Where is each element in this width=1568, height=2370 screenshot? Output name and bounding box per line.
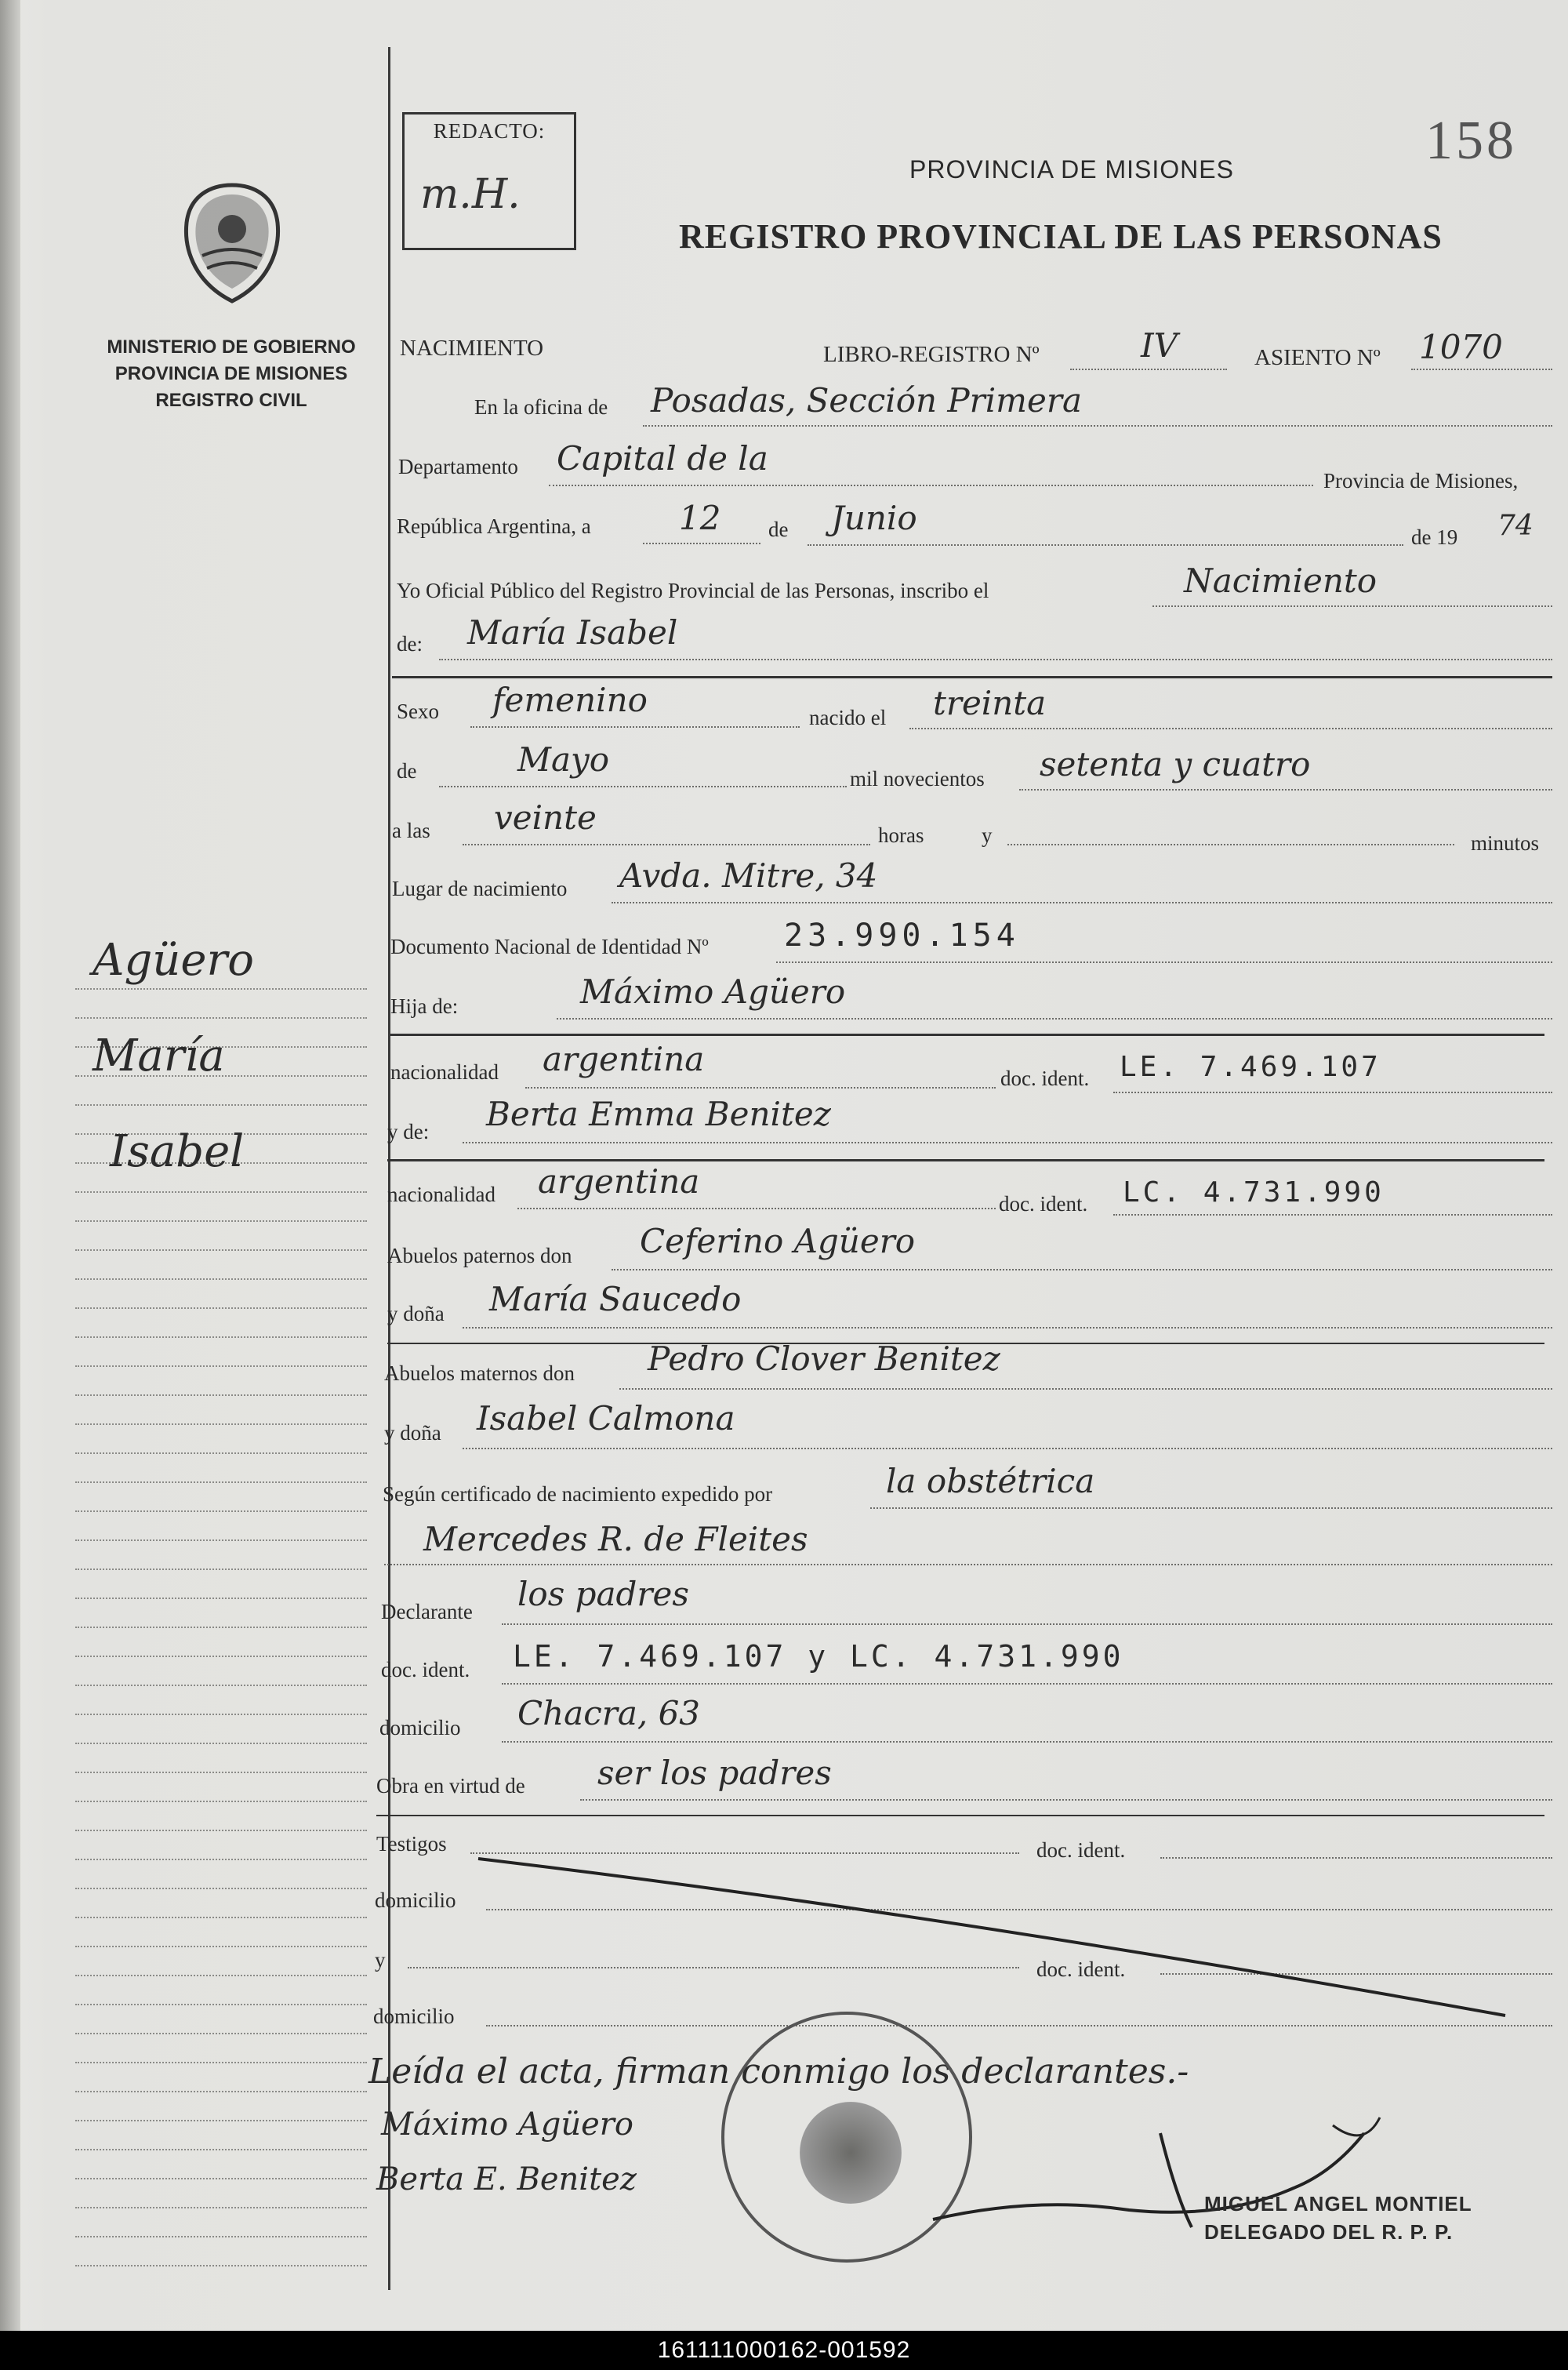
nac1-line xyxy=(525,1087,996,1089)
mes-value: Junio xyxy=(831,499,917,537)
registry-title: REGISTRO PROVINCIAL DE LAS PERSONAS xyxy=(679,217,1443,256)
abpat-label: Abuelos paternos don xyxy=(387,1244,572,1267)
signature-block xyxy=(1204,2190,1472,2246)
departamento-label: Departamento xyxy=(398,455,518,478)
horas-label: horas xyxy=(878,823,924,847)
segun-line xyxy=(870,1507,1552,1509)
declarante-label: Declarante xyxy=(381,1600,473,1623)
margin-ruled-line xyxy=(75,1249,367,1251)
abmat2-value: Isabel Calmona xyxy=(477,1399,735,1438)
asiento-label: ASIENTO Nº xyxy=(1254,345,1381,370)
margin-ruled-line xyxy=(75,1539,367,1541)
obra-line xyxy=(580,1799,1552,1801)
domicilio-value: Chacra, 63 xyxy=(517,1694,701,1732)
mes2-value: Mayo xyxy=(517,740,610,779)
departamento-value: Capital de la xyxy=(557,439,768,478)
de-label: de xyxy=(768,518,789,541)
lugar-value: Avda. Mitre, 34 xyxy=(619,856,878,895)
firma-madre: Berta E. Benitez xyxy=(376,2161,637,2197)
nac2-value: argentina xyxy=(538,1162,700,1201)
record-type-label: NACIMIENTO xyxy=(400,336,544,361)
abpat-line xyxy=(612,1269,1552,1270)
padre-value: Máximo Agüero xyxy=(580,972,846,1011)
sexo-line xyxy=(470,726,800,728)
margin-ruled-line xyxy=(75,1394,367,1396)
scan-footer: 161111000162-001592 xyxy=(0,2331,1568,2370)
declarante-line xyxy=(502,1623,1552,1625)
margin-ruled-line xyxy=(75,1714,367,1715)
margin-ruled-line xyxy=(75,1917,367,1918)
madre-doc: LC. 4.731.990 xyxy=(1123,1176,1385,1209)
nacido-label: nacido el xyxy=(809,706,887,729)
docident3-label: doc. ident. xyxy=(381,1658,470,1681)
anio-value: 74 xyxy=(1497,510,1534,542)
ministry-line1: MINISTERIO DE GOBIERNO xyxy=(107,336,356,358)
y-label: y xyxy=(982,823,993,847)
margin-ruled-line xyxy=(75,1017,367,1019)
margin-ruled-line xyxy=(75,1481,367,1483)
margin-ruled-line xyxy=(75,1307,367,1309)
alas-value: veinte xyxy=(494,798,597,837)
alas-label: a las xyxy=(392,819,430,842)
margin-ruled-line xyxy=(75,2265,367,2266)
testigos-label: Testigos xyxy=(376,1832,447,1856)
mes2-line xyxy=(439,786,847,787)
margin-ruled-line xyxy=(75,2120,367,2121)
nac2-line xyxy=(517,1208,996,1209)
redacto-box xyxy=(402,112,576,250)
domicilio3-line xyxy=(486,2025,1552,2026)
lugar-label: Lugar de nacimiento xyxy=(392,877,568,900)
margin-ruled-line xyxy=(75,1191,367,1193)
y2-label: y xyxy=(375,1948,386,1972)
oficina-label: En la oficina de xyxy=(474,395,608,419)
margin-ruled-line xyxy=(75,1278,367,1280)
declarante-value: los padres xyxy=(517,1575,689,1613)
madre-doc-line xyxy=(1113,1214,1552,1216)
minutos-line xyxy=(1007,844,1454,845)
nac1-label: nacionalidad xyxy=(390,1060,499,1084)
anio-label: de 19 xyxy=(1411,525,1458,549)
nac1-value: argentina xyxy=(543,1040,705,1078)
madre-value: Berta Emma Benitez xyxy=(486,1095,831,1133)
margin-ruled-line xyxy=(75,1656,367,1657)
provincia-suffix: Provincia de Misiones, xyxy=(1323,469,1519,493)
padre-doc-line xyxy=(1113,1092,1552,1093)
margin-divider-line xyxy=(388,47,390,2290)
nacido-value: treinta xyxy=(933,684,1047,722)
departamento-line xyxy=(549,485,1313,486)
margin-ruled-line xyxy=(75,1975,367,1976)
hija-label: Hija de: xyxy=(390,994,459,1018)
abmat-line xyxy=(619,1388,1552,1390)
mil-value: setenta y cuatro xyxy=(1040,745,1311,783)
margin-ruled-line xyxy=(75,1772,367,1773)
declarante-doc-line xyxy=(502,1683,1552,1685)
libro-value: IV xyxy=(1141,326,1178,365)
margin-ruled-line xyxy=(75,1946,367,1947)
redacto-initials: m.H. xyxy=(420,171,521,218)
margin-ruled-line xyxy=(75,1220,367,1222)
leida-text: Leída el acta, firman conmigo los declarantes.- xyxy=(368,2052,1189,2092)
domicilio3-label: domicilio xyxy=(373,2005,455,2028)
margin-ruled-line xyxy=(75,1743,367,1744)
margin-ruled-line xyxy=(75,1336,367,1338)
ministry-block xyxy=(86,334,376,414)
redacto-label: REDACTO: xyxy=(433,119,546,143)
ministry-line2: PROVINCIA DE MISIONES xyxy=(114,363,348,384)
segun-value-2: Mercedes R. de Fleites xyxy=(423,1520,808,1558)
margin-ruled-line xyxy=(75,1104,367,1106)
book-spine xyxy=(0,0,20,2331)
asiento-value: 1070 xyxy=(1419,328,1503,366)
abpat-value: Ceferino Agüero xyxy=(640,1222,916,1260)
margin-ruled-line xyxy=(75,2033,367,2034)
section-divider-2 xyxy=(390,1034,1544,1036)
nombre-value: María Isabel xyxy=(467,613,678,652)
obra-label: Obra en virtud de xyxy=(376,1774,525,1797)
margin-ruled-line xyxy=(75,1801,367,1802)
obra-value: ser los padres xyxy=(597,1754,832,1792)
coat-of-arms-seal-icon xyxy=(179,180,285,306)
libro-label: LIBRO-REGISTRO Nº xyxy=(823,342,1040,367)
abmat2-line xyxy=(463,1448,1552,1449)
sexo-value: femenino xyxy=(492,681,648,719)
margin-ruled-line xyxy=(75,1685,367,1686)
ydona2-label: y doña xyxy=(384,1421,441,1445)
margin-ruled-line xyxy=(75,2178,367,2179)
margin-ruled-line xyxy=(75,2236,367,2237)
yo-oficial-text: Yo Oficial Público del Registro Provincial de las Personas, inscribo el xyxy=(397,579,989,602)
sexo-label: Sexo xyxy=(397,700,439,723)
margin-ruled-line xyxy=(75,1627,367,1628)
lugar-line xyxy=(612,902,1552,903)
section-divider-5 xyxy=(376,1815,1544,1816)
segun-label: Según certificado de nacimiento expedido por xyxy=(383,1482,773,1506)
dni-label: Documento Nacional de Identidad Nº xyxy=(390,935,709,958)
alas-line xyxy=(463,844,870,845)
margin-ruled-line xyxy=(75,1423,367,1425)
dia-value: 12 xyxy=(679,499,721,537)
abmat-value: Pedro Clover Benitez xyxy=(648,1339,1000,1378)
ministry-line3: REGISTRO CIVIL xyxy=(155,390,307,411)
de2-label: de xyxy=(397,759,417,783)
mil-label: mil novecientos xyxy=(850,767,985,791)
dia-line xyxy=(643,543,760,544)
declarante-doc: LE. 7.469.107 y LC. 4.731.990 xyxy=(513,1639,1124,1674)
docident2-label: doc. ident. xyxy=(999,1192,1088,1216)
padre-line xyxy=(557,1018,1552,1020)
minutos-label: minutos xyxy=(1471,831,1540,855)
padre-doc: LE. 7.469.107 xyxy=(1120,1051,1381,1083)
margin-ruled-line xyxy=(75,1365,367,1367)
republica-label: República Argentina, a xyxy=(397,514,591,538)
oficina-line xyxy=(643,425,1552,427)
abpat2-value: María Saucedo xyxy=(489,1280,742,1318)
stamp-emblem-icon xyxy=(800,2102,902,2204)
margin-ruled-line xyxy=(75,1568,367,1570)
asiento-line xyxy=(1411,369,1552,370)
docident1-label: doc. ident. xyxy=(1000,1067,1090,1090)
docident4-label: doc. ident. xyxy=(1036,1838,1126,1862)
margin-ruled-line xyxy=(75,1452,367,1454)
dni-value: 23.990.154 xyxy=(784,918,1020,954)
margin-ruled-line xyxy=(75,1598,367,1599)
ydona1-label: y doña xyxy=(387,1302,445,1325)
margin-ruled-line xyxy=(75,2091,367,2092)
signatory-name: MIGUEL ANGEL MONTIEL xyxy=(1204,2192,1472,2216)
nacido-line xyxy=(909,728,1552,729)
segun2-line xyxy=(384,1564,1552,1565)
madre-line xyxy=(463,1142,1552,1143)
margin-surname: Agüero xyxy=(93,935,254,986)
province-heading: PROVINCIA DE MISIONES xyxy=(909,155,1234,184)
page-number: 158 xyxy=(1425,111,1517,171)
domicilio-line xyxy=(502,1741,1552,1743)
abpat2-line xyxy=(463,1327,1552,1329)
testigos-cancel-stroke xyxy=(470,1843,1513,2023)
inscribo-value: Nacimiento xyxy=(1184,562,1377,600)
mes-line xyxy=(808,544,1403,546)
margin-ruled-line xyxy=(75,1510,367,1512)
margin-ruled-line xyxy=(75,1830,367,1831)
domicilio2-label: domicilio xyxy=(375,1888,456,1912)
margin-ruled-line xyxy=(75,1888,367,1889)
oficina-value: Posadas, Sección Primera xyxy=(651,381,1082,420)
margin-ruled-line xyxy=(75,2062,367,2063)
abmat-label: Abuelos maternos don xyxy=(384,1361,575,1385)
segun-value: la obstétrica xyxy=(886,1462,1095,1500)
firma-padre: Máximo Agüero xyxy=(381,2106,634,2143)
margin-ruled-line xyxy=(75,2004,367,2005)
margin-ruled-line xyxy=(75,2207,367,2208)
margin-ruled-line xyxy=(75,1859,367,1860)
dni-line xyxy=(776,961,1552,963)
domicilio-label: domicilio xyxy=(379,1716,461,1739)
nombre-line xyxy=(439,659,1552,660)
margin-name-first: María xyxy=(93,1031,225,1081)
section-divider-1 xyxy=(392,676,1552,678)
margin-ruled-line xyxy=(75,2149,367,2150)
margin-ruled-line xyxy=(75,988,367,990)
docident5-label: doc. ident. xyxy=(1036,1957,1126,1981)
libro-line xyxy=(1070,369,1227,370)
yde-label: y de: xyxy=(387,1120,430,1143)
section-divider-3 xyxy=(387,1159,1544,1161)
nac2-label: nacionalidad xyxy=(387,1183,495,1206)
mil-line xyxy=(1019,789,1552,791)
signatory-title: DELEGADO DEL R. P. P. xyxy=(1204,2220,1454,2244)
margin-name-second: Isabel xyxy=(110,1126,245,1177)
de-colon-label: de: xyxy=(397,632,423,656)
inscribo-line xyxy=(1152,605,1552,607)
